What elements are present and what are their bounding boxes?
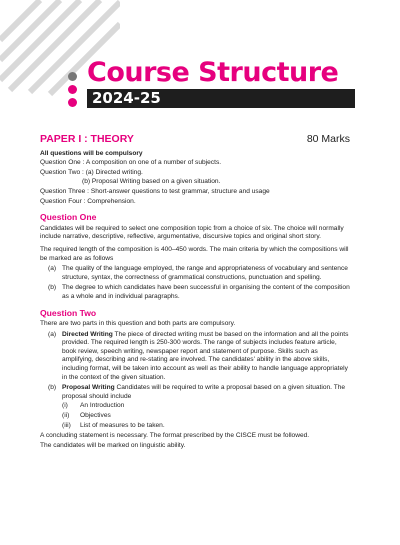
item-title: Proposal Writing [62, 384, 115, 392]
document-body [40, 135, 350, 451]
pink-dot [68, 98, 77, 107]
gray-dot [68, 72, 77, 81]
paper-line: Question Three : Short-answer questions to test grammar, structure and usage [40, 187, 270, 195]
paragraph: The required length of the composition is 400–450 words. The main criteria by which the compositions will be marked are as follows [40, 245, 349, 262]
paragraph: A concluding statement is necessary. The format prescribed by the CISCE must be followed. [40, 432, 310, 440]
year-label: 2024-25 [92, 89, 161, 107]
list-item [40, 284, 350, 301]
item-label: (b) [48, 284, 57, 292]
decorative-dots [68, 72, 77, 111]
section-heading: Question One [40, 212, 97, 223]
compulsory-note: All questions will be compulsory [40, 149, 143, 157]
item-text: The quality of the language employed, the range and appropriateness of vocabulary and sentence structure, syntax, the correctness of grammatical constructions, punctuation and spelling. [62, 265, 348, 281]
paper-line: Question Four : Comprehension. [40, 197, 136, 205]
pink-dot [68, 85, 77, 94]
list-item [40, 265, 350, 282]
paper-marks: 80 Marks [306, 133, 350, 145]
paper-line: (b) Proposal Writing based on a given situation. [82, 178, 221, 186]
paper-title: PAPER I : THEORY [40, 133, 134, 145]
page-title: Course Structure [87, 57, 339, 88]
paragraph: The candidates will be marked on linguistic ability. [40, 441, 186, 449]
paper-header [40, 135, 350, 144]
item-label: (b) [48, 384, 57, 392]
item-label: (a) [48, 330, 57, 338]
sub-item: (i) An Introduction [62, 402, 125, 410]
paragraph: Candidates will be required to select one composition topic from a choice of six. The choice will normally include narrative, descriptive, reflective, argumentative, discursive topics and original short story. [40, 224, 344, 241]
item-text: The degree to which candidates have been successful in organising the content of the composition as a whole and in individual paragraphs. [62, 284, 350, 300]
paper-line: Question Two : (a) Directed writing. [40, 168, 143, 176]
item-label: (a) [48, 265, 57, 273]
list-item [40, 331, 350, 383]
list-item [40, 384, 350, 430]
item-title: Directed Writing [62, 330, 113, 338]
section-heading: Question Two [40, 307, 97, 318]
paragraph: There are two parts in this question and both parts are compulsory. [40, 320, 236, 328]
sub-item: (ii) Objectives [62, 412, 111, 420]
item-text: Candidates will be required to write a proposal based on a given situation. The proposal should include [62, 384, 346, 400]
sub-item: (iii) List of measures to be taken. [62, 421, 165, 429]
item-text: The piece of directed writing must be based on the information and all the points provided. The required length is 250-300 words. The range of subjects includes feature article, book review, speech writing, newspaper report and statement of purpose. Skills such as amplifying, describing and re-stating are involved. The candidates' ability in the above skills, including format, will be taken into account as well as their ability to handle language appropriately in the context of the given situation. [62, 330, 349, 381]
paper-line: Question One : A composition on one of a number of subjects. [40, 159, 222, 167]
